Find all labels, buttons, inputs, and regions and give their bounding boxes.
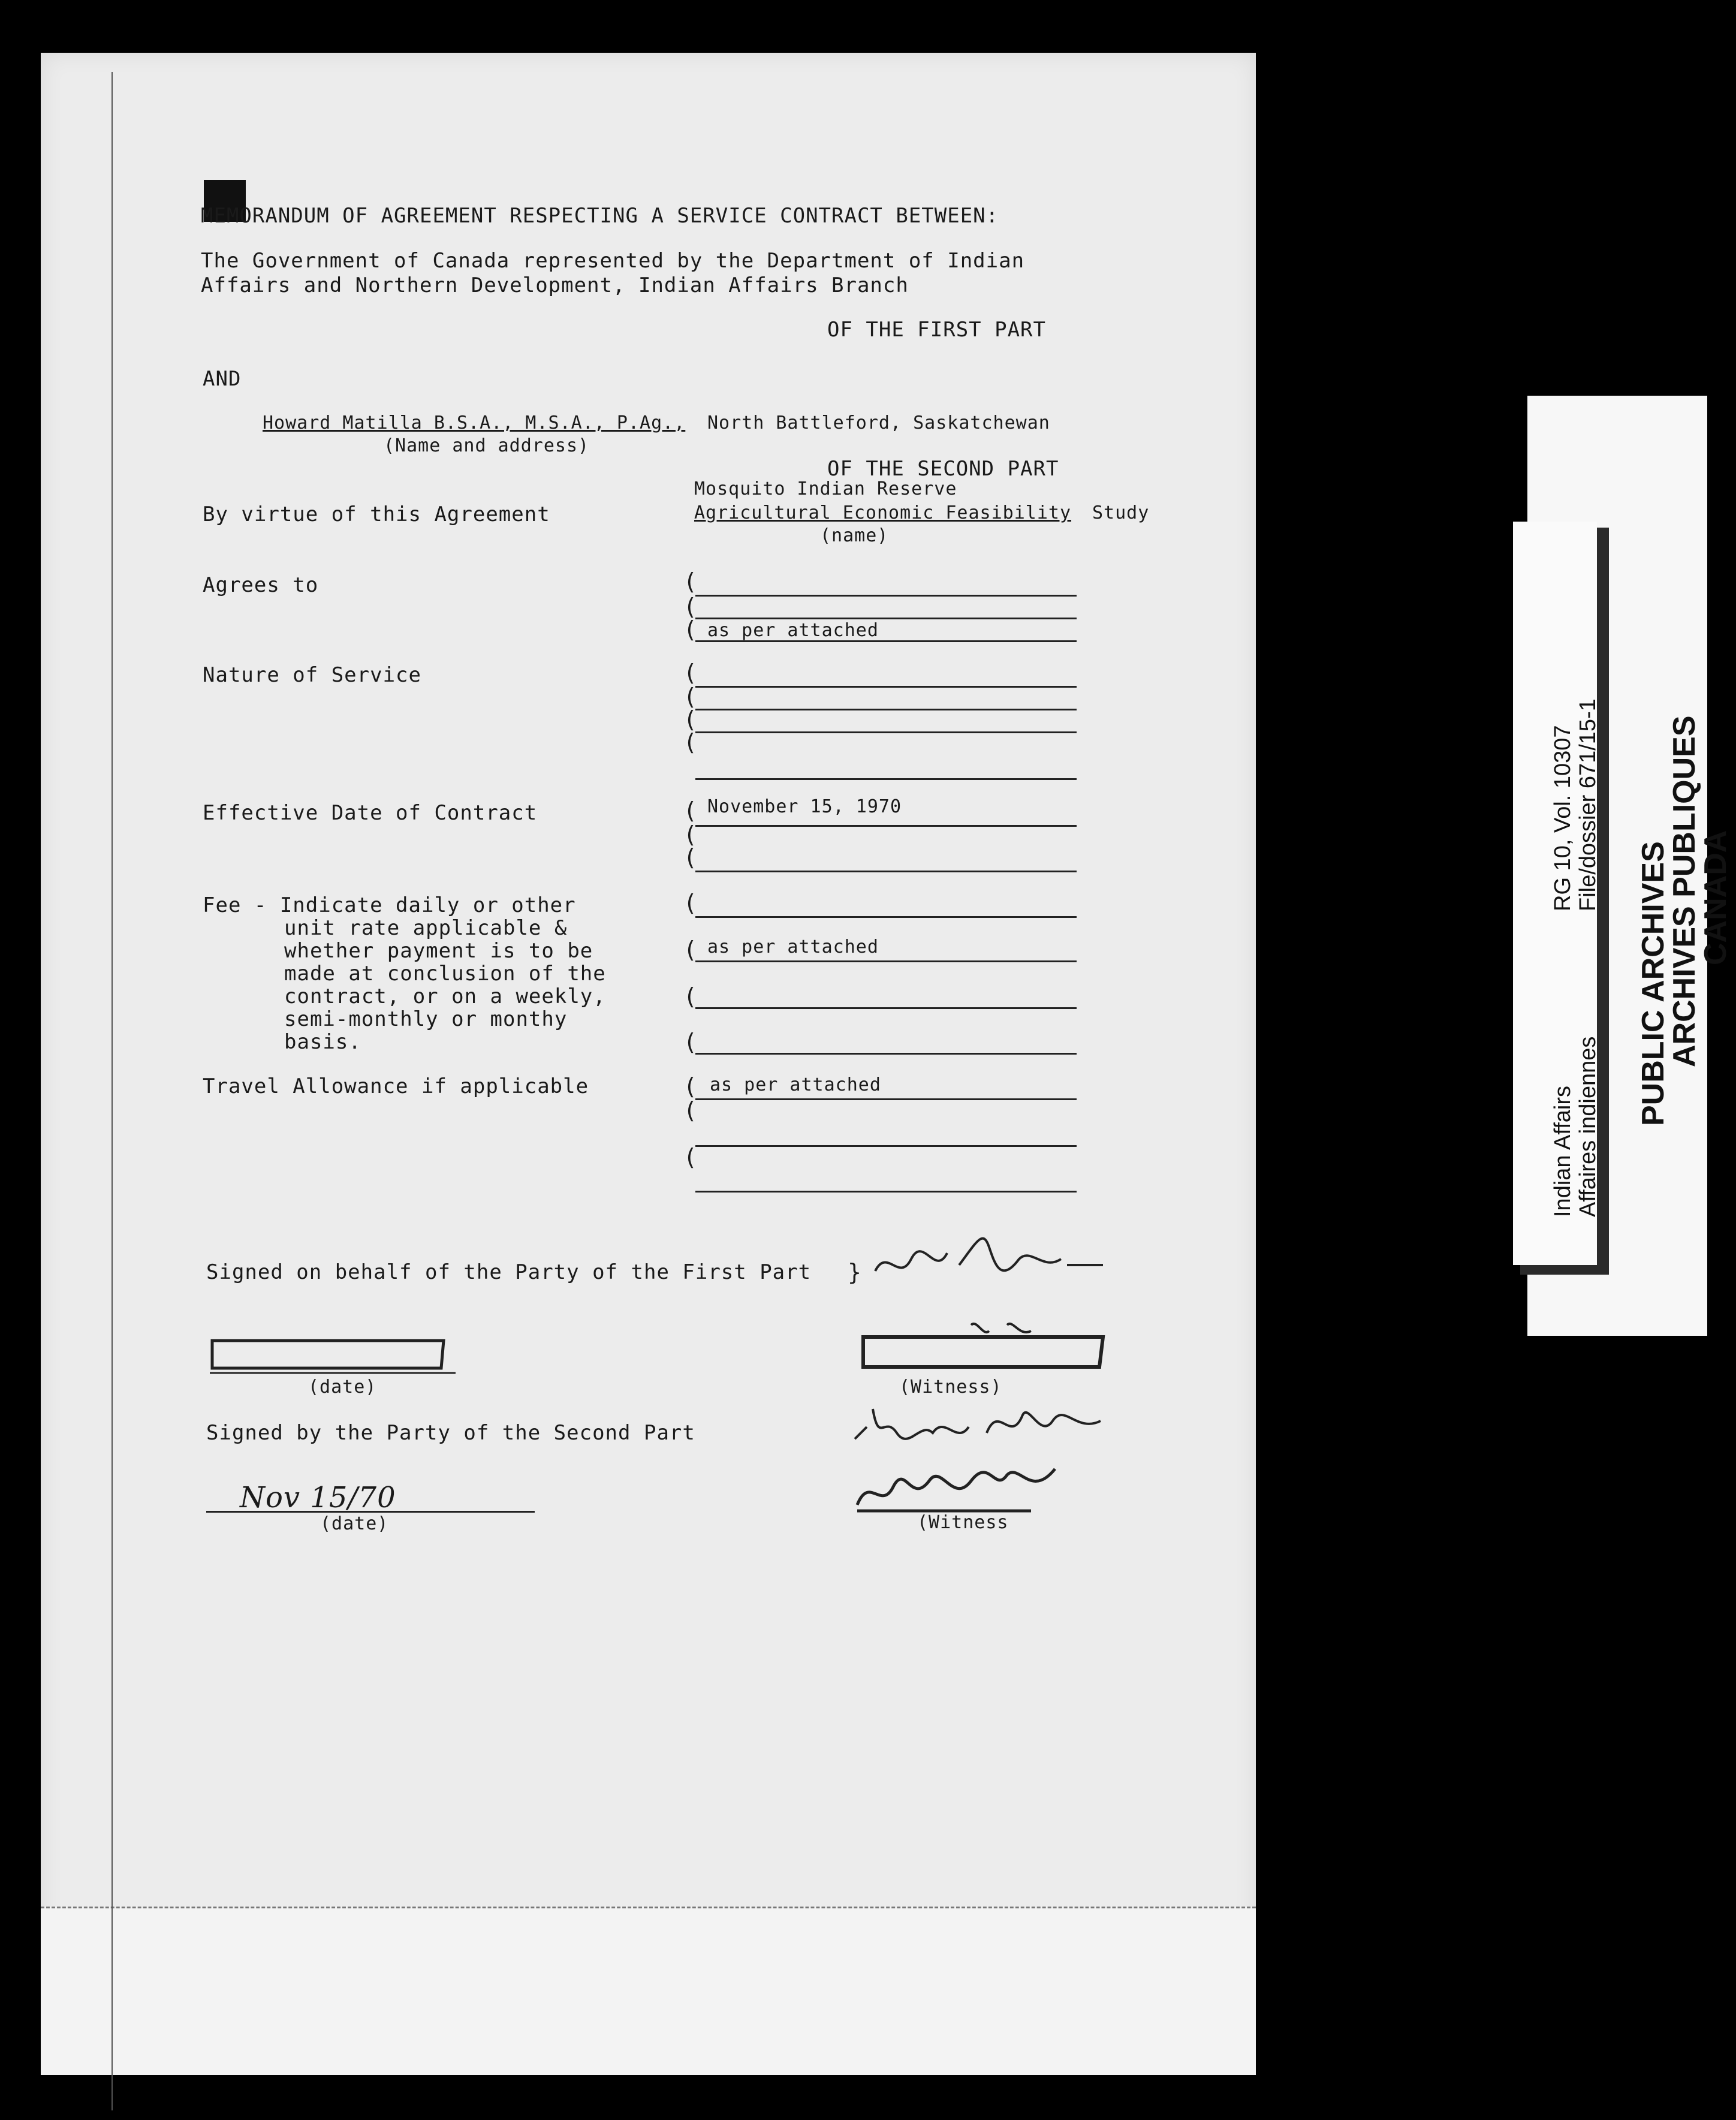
date-line-2 — [695, 871, 1077, 872]
fee-line-4: made at conclusion of the — [284, 962, 606, 986]
second-party-address: North Battleford, Saskatchewan — [707, 412, 1050, 433]
signed-first-label: Signed on behalf of the Party of the First Part — [206, 1260, 812, 1284]
travel-value: as per attached — [710, 1074, 881, 1095]
service-line-2 — [695, 709, 1077, 710]
document-page — [41, 53, 1256, 2073]
handwritten-date: Nov 15/70 — [240, 1481, 396, 1514]
date-line-1 — [695, 825, 1077, 827]
archive-dept-line-2: Affaires indiennes — [1575, 1036, 1601, 1217]
name-caption: (name) — [820, 525, 889, 546]
second-party-name: Howard Matilla B.S.A., M.S.A., P.Ag., — [263, 412, 686, 433]
archive-dept-line-1: Indian Affairs — [1550, 1085, 1575, 1217]
witness-caption-1: (Witness) — [899, 1377, 1002, 1398]
bracket: ( — [683, 594, 697, 620]
witness-redaction-box-1 — [851, 1313, 1115, 1379]
and-label: AND — [203, 367, 242, 391]
fee-line-c — [695, 1007, 1077, 1009]
agrees-to-label: Agrees to — [203, 573, 319, 597]
bracket: } — [848, 1259, 861, 1285]
project-study: Study — [1092, 502, 1150, 523]
archive-ref-line-2: File/dossier 671/15-1 — [1575, 698, 1601, 911]
service-line-4 — [695, 778, 1077, 780]
effective-date-value: November 15, 1970 — [707, 796, 902, 817]
bracket: ( — [683, 1097, 697, 1124]
travel-line-3 — [695, 1191, 1077, 1192]
first-party-line-2: Affairs and Northern Development, Indian Affairs Branch — [201, 273, 909, 297]
agrees-line-1 — [695, 595, 1077, 597]
memorandum-heading: MEMORANDUM OF AGREEMENT RESPECTING A SERVICE CONTRACT BETWEEN: — [201, 204, 999, 228]
fee-line-3: whether payment is to be — [284, 939, 593, 963]
bracket: ( — [683, 660, 697, 686]
bracket: ( — [683, 1073, 697, 1100]
agrees-line-3 — [695, 640, 1077, 642]
bracket: ( — [683, 983, 697, 1010]
fee-line-2: unit rate applicable & — [284, 916, 568, 940]
page-bottom-margin — [41, 1907, 1256, 2075]
first-party-line-1: The Government of Canada represented by the Department of Indian — [201, 249, 1025, 273]
of-first-part: OF THE FIRST PART — [827, 318, 1046, 342]
bracket: ( — [683, 616, 697, 643]
agrees-to-value: as per attached — [707, 620, 879, 641]
nature-of-service-label: Nature of Service — [203, 663, 421, 687]
bracket: ( — [683, 844, 697, 871]
bracket: ( — [683, 1029, 697, 1055]
bracket: ( — [683, 683, 697, 710]
fee-line-6: semi-monthly or monthy — [284, 1007, 568, 1031]
witness-caption-2: (Witness — [917, 1512, 1009, 1533]
travel-label: Travel Allowance if applicable — [203, 1074, 589, 1098]
name-address-caption: (Name and address) — [384, 435, 590, 456]
bracket: ( — [683, 729, 697, 755]
signature-first-party — [863, 1223, 1115, 1295]
bracket: ( — [683, 936, 697, 963]
archive-line-1: PUBLIC ARCHIVES — [1636, 841, 1671, 1126]
bracket: ( — [683, 568, 697, 595]
date-redaction-box-1 — [204, 1331, 456, 1379]
by-virtue-label: By virtue of this Agreement — [203, 502, 550, 526]
signature-second-party — [849, 1391, 1125, 1457]
date-caption-2: (date) — [320, 1513, 389, 1534]
fee-line-7: basis. — [284, 1030, 361, 1054]
travel-line-1 — [695, 1098, 1077, 1100]
archive-line-3: CANADA — [1698, 830, 1733, 965]
signed-second-label: Signed by the Party of the Second Part — [206, 1421, 695, 1445]
date-line-second — [206, 1511, 535, 1513]
project-line-2: Agricultural Economic Feasibility — [694, 502, 1072, 523]
service-line-3 — [695, 731, 1077, 733]
bracket: ( — [683, 890, 697, 916]
service-line-1 — [695, 686, 1077, 688]
fee-line-b — [695, 960, 1077, 962]
of-second-part: OF THE SECOND PART — [827, 457, 1059, 481]
effective-date-label: Effective Date of Contract — [203, 801, 538, 825]
fee-line-d — [695, 1053, 1077, 1055]
agrees-line-2 — [695, 618, 1077, 619]
travel-line-2 — [695, 1145, 1077, 1147]
left-fold-line — [111, 72, 113, 2110]
project-line-1: Mosquito Indian Reserve — [694, 478, 957, 499]
fee-line-5: contract, or on a weekly, — [284, 984, 606, 1008]
archive-line-2: ARCHIVES PUBLIQUES — [1667, 715, 1702, 1067]
bracket: ( — [683, 706, 697, 733]
bracket: ( — [683, 797, 697, 824]
bracket: ( — [683, 1144, 697, 1170]
archive-ref-line-1: RG 10, Vol. 10307 — [1550, 725, 1575, 911]
date-caption-1: (date) — [308, 1377, 377, 1398]
fee-line-1: Fee - Indicate daily or other — [203, 893, 576, 917]
fee-value: as per attached — [707, 936, 879, 957]
bracket: ( — [683, 821, 697, 848]
fee-line-a — [695, 916, 1077, 918]
